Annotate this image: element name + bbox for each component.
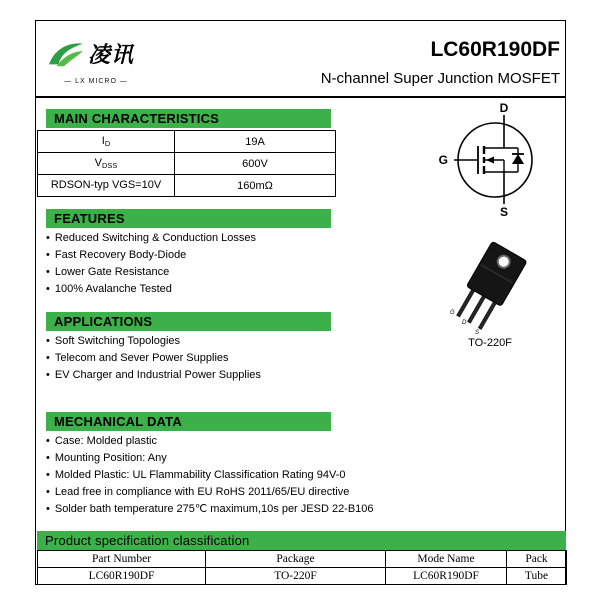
application-item: • Telecom and Sever Power Supplies [46,350,356,367]
table-header-row [38,551,567,568]
drain-terminal-label: D [499,101,509,115]
section-mechanical-data-heading: MECHANICAL DATA [46,412,331,431]
column-header: Mode Name [386,551,507,568]
table-row [38,175,336,197]
section-main-characteristics-heading: MAIN CHARACTERISTICS [46,109,331,128]
logo-subtext: — LX MICRO — [64,78,128,85]
brand-logo [46,38,134,69]
param-base: I [101,135,105,147]
feature-item: • Fast Recovery Body-Diode [46,247,356,264]
section-applications-heading: APPLICATIONS [46,312,331,331]
table-row [38,568,567,585]
mechanical-item: • Mounting Position: Any [46,450,526,467]
param-cell [38,131,175,153]
mechanical-item: • Solder bath temperature 275℃ maximum,10s per JESD 22-B106 [46,501,526,518]
package-drawing [436,240,548,340]
param-sub: D [104,139,111,148]
mode-name-cell: LC60R190DF [386,568,507,585]
section-features-heading: FEATURES [46,209,331,228]
main-characteristics-table [37,130,336,197]
source-terminal-label: S [499,205,509,218]
feature-item: • 100% Avalanche Tested [46,281,356,298]
package-pin-label-s: S [475,330,480,336]
package-name-label: TO-220F [468,337,512,349]
part-number-title: LC60R190DF [430,38,560,61]
column-header: Package [206,551,386,568]
logo-leaf-icon [46,39,84,69]
part-number-cell: LC60R190DF [38,568,206,585]
section-product-classification-heading: Product specification classification [37,531,566,550]
logo-text: 凌讯 [88,42,135,67]
product-classification-table [37,550,567,585]
package-pin-label-g: G [450,310,455,316]
package-cell: TO-220F [206,568,386,585]
table-row [38,131,336,153]
table-row [38,153,336,175]
value-cell: 19A [175,131,336,153]
header-divider [35,96,566,98]
param-base: V [94,157,102,169]
feature-item: • Lower Gate Resistance [46,264,356,281]
mechanical-data-list [46,433,526,518]
feature-item: • Reduced Switching & Conduction Losses [46,230,356,247]
application-item: • Soft Switching Topologies [46,333,356,350]
application-item: • EV Charger and Industrial Power Supplies [46,367,356,384]
gate-terminal-label: G [438,153,448,167]
page-subtitle: N-channel Super Junction MOSFET [320,70,560,87]
param-cell [38,175,175,197]
pack-cell: Tube [507,568,567,585]
value-cell: 600V [175,153,336,175]
param-cell [38,153,175,175]
mechanical-item: • Case: Molded plastic [46,433,526,450]
features-list [46,230,356,298]
mechanical-item: • Lead free in compliance with EU RoHS 2011/65/EU directive [46,484,526,501]
column-header: Part Number [38,551,206,568]
applications-list [46,333,356,384]
param-sub: DSS [101,161,118,170]
value-cell: 160mΩ [175,175,336,197]
mechanical-item: • Molded Plastic: UL Flammability Classification Rating 94V-0 [46,467,526,484]
mosfet-symbol-diagram [420,100,570,218]
column-header: Pack [507,551,567,568]
package-pin-label-d: D [462,320,467,326]
param-base: RDSON-typ VGS=10V [50,179,162,191]
